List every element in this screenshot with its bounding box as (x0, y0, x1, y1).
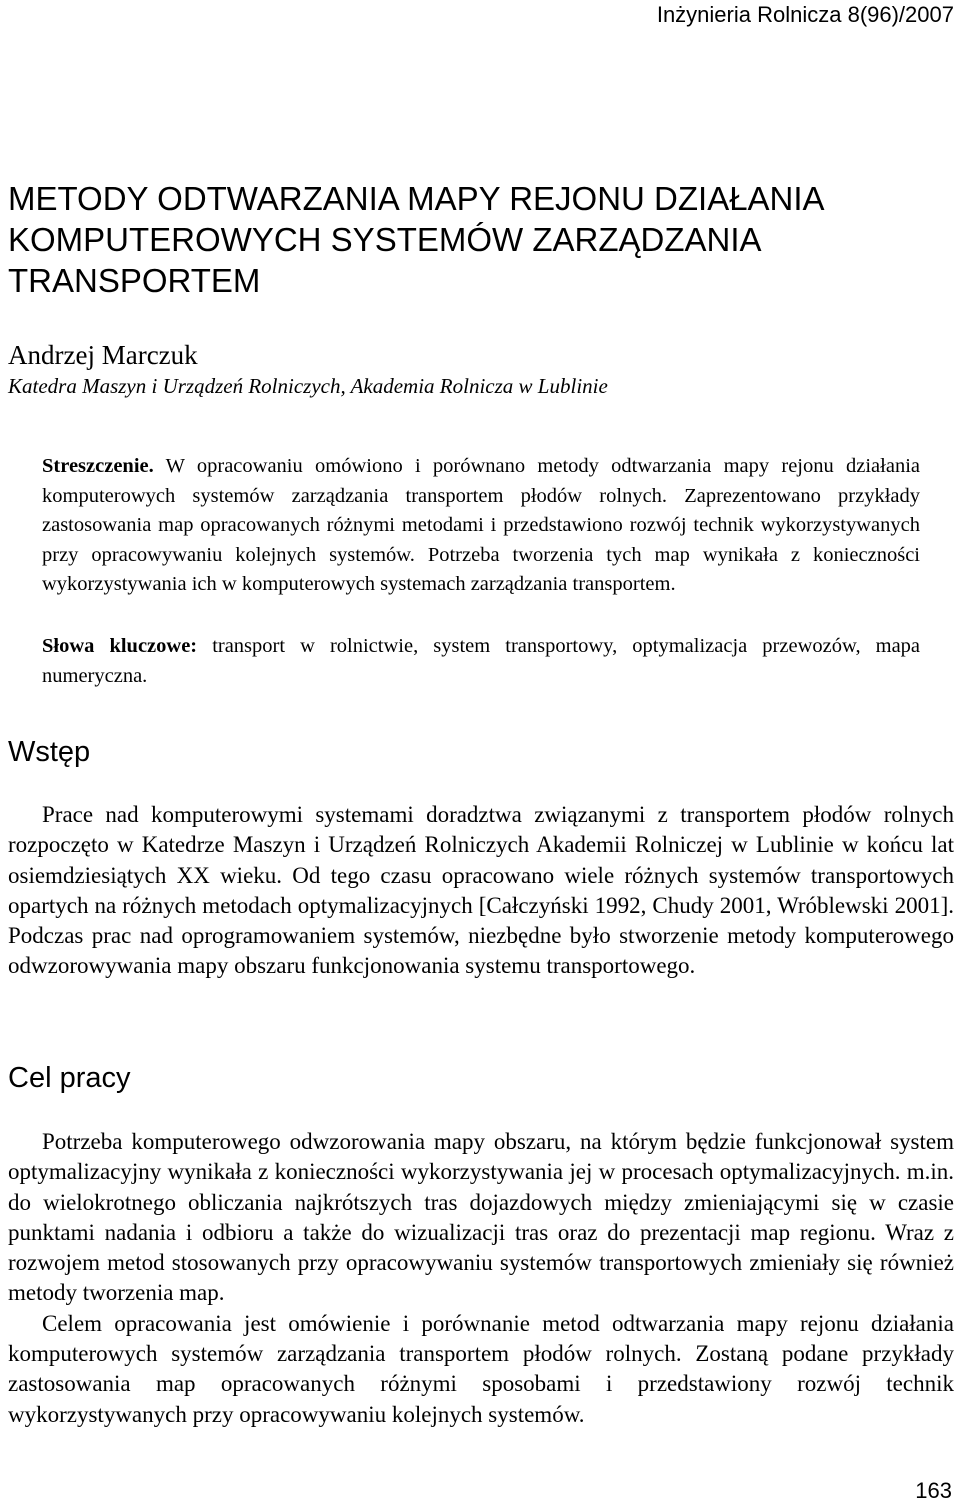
page-number: 163 (915, 1478, 952, 1503)
keywords (42, 632, 920, 691)
abstract (42, 452, 920, 600)
keywords-label: Słowa kluczowe: (42, 635, 198, 657)
section-heading-intro: Wstęp (8, 736, 91, 768)
author-affiliation: Katedra Maszyn i Urządzeń Rolniczych, Akademia Rolnicza w Lublinie (8, 374, 608, 398)
section-heading-goal: Cel pracy (8, 1062, 131, 1094)
author-name: Andrzej Marczuk (8, 340, 198, 370)
goal-body (8, 1127, 954, 1430)
goal-paragraph-1: Potrzeba komputerowego odwzorowania mapy obszaru, na którym będzie funkcjonował system optymalizacyjny wynikała z konieczności wykorzystywania jej w procesach optymalizacyjnych. m.in. do wielokrotnego obliczania najkrótszych tras dojazdowych między zmieniającymi się w czasie punktami nadania i odbioru a także do wizualizacji tras oraz do prezentacji map regionu. Wraz z rozwojem metod stosowanych przy opracowywaniu systemów transportowych zmieniały się również metody tworzenia map. (8, 1129, 954, 1306)
keywords-text: transport w rolnictwie, system transportowy, optymalizacja przewozów, mapa numeryczna. (42, 635, 921, 687)
intro-body (8, 800, 954, 982)
abstract-text: W opracowaniu omówiono i porównano metody odtwarzania mapy rejonu działania komputerowych systemów zarządzania transportem płodów rolnych. Zaprezentowano przykłady zastosowania map opracowanych różnymi metodami i przedstawiono rozwój technik wykorzystywanych przy opracowywaniu kolejnych systemów. Potrzeba tworzenia tych map wynikała z konieczności wykorzystywania ich w komputerowych systemach zarządzania transportem. (42, 455, 920, 596)
journal-header: Inżynieria Rolnicza 8(96)/2007 (656, 2, 954, 27)
paper-title: METODY ODTWARZANIA MAPY REJONU DZIAŁANIA KOMPUTEROWYCH SYSTEMÓW ZARZĄDZANIA TRANSPORTEM (8, 180, 823, 299)
abstract-label: Streszczenie. (42, 455, 154, 477)
intro-paragraph: Prace nad komputerowymi systemami doradztwa związanymi z transportem płodów rolnych rozpoczęto w Katedrze Maszyn i Urządzeń Rolniczych Akademii Rolniczej w Lublinie w końcu lat osiemdziesiątych XX wieku. Od tego czasu opracowano wiele różnych systemów transportowych opartych na różnych metodach optymalizacyjnych [Całczyński 1992, Chudy 2001, Wróblewski 2001]. Podczas prac nad oprogramowaniem systemów, niezbędne było stworzenie metody komputerowego odwzorowywania mapy obszaru funkcjonowania systemu transportowego. (8, 802, 954, 979)
goal-paragraph-2: Celem opracowania jest omówienie i porównanie metod odtwarzania mapy rejonu działania komputerowych systemów zarządzania transportem płodów rolnych. Zostaną podane przykłady zastosowania map opracowanych różnymi sposobami i przedstawiony rozwój technik wykorzystywanych przy opracowywaniu kolejnych systemów. (8, 1310, 954, 1427)
